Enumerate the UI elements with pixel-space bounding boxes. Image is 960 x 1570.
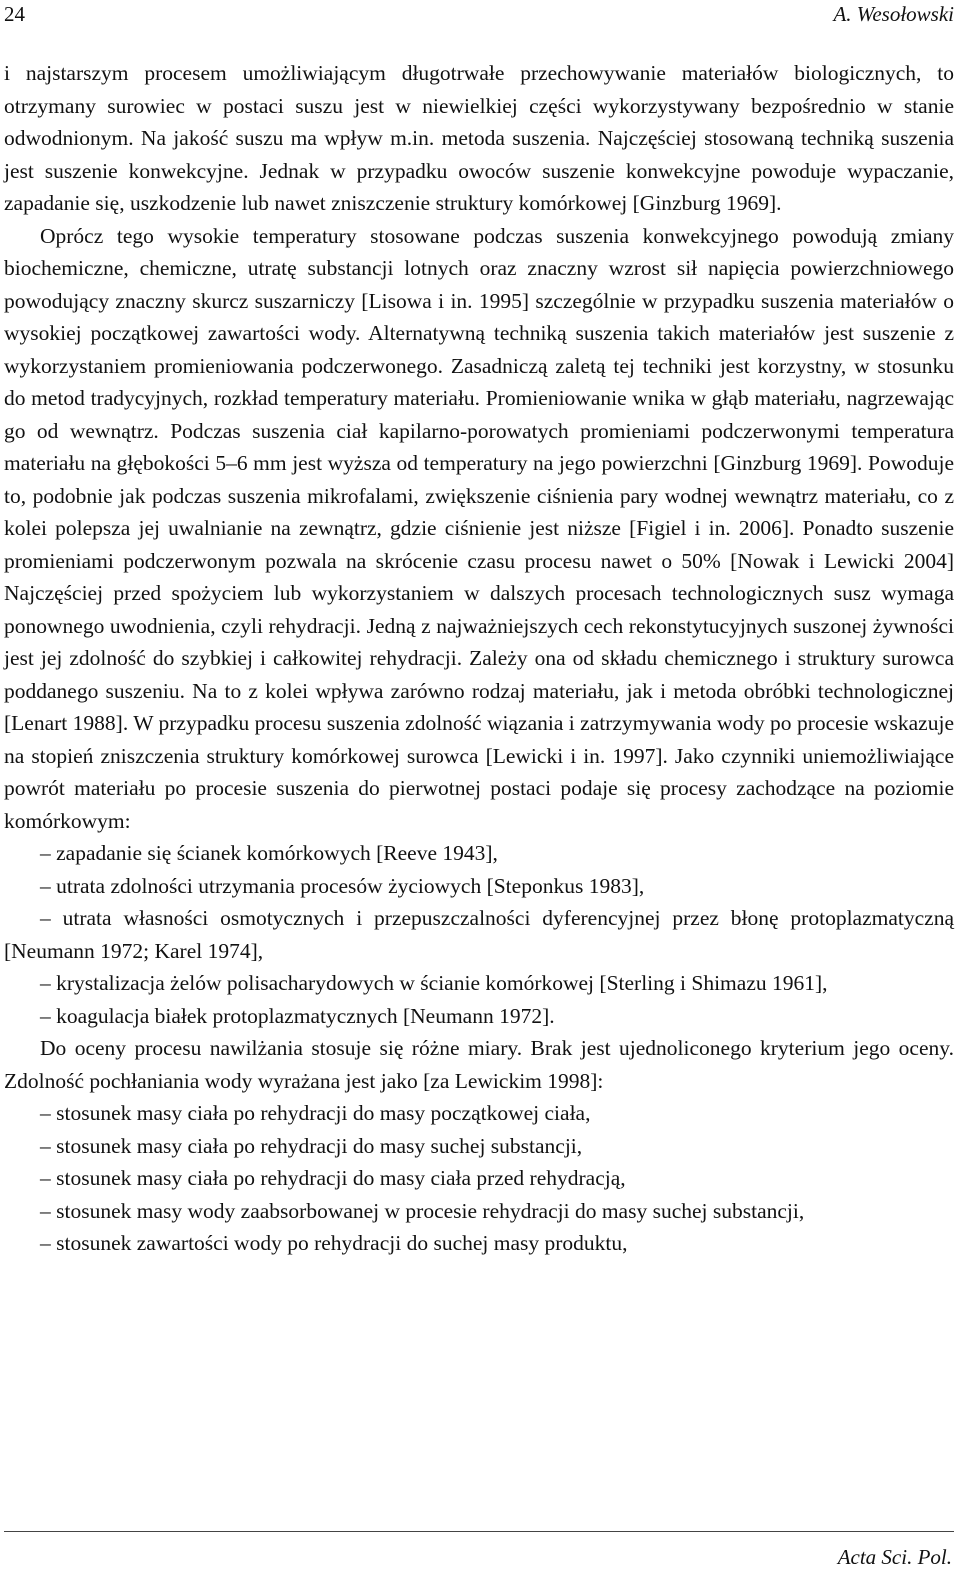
list-item: – stosunek masy ciała po rehydracji do masy ciała przed rehydracją, <box>40 1166 626 1190</box>
list-item: – koagulacja białek protoplazmatycznych [Neumann 1972]. <box>40 1003 555 1028</box>
page-number: 24 <box>4 2 25 26</box>
list-item: – utrata własności osmotycznych i przepuszczalności dyferencyjnej przez błonę protoplazmatyczną [Neumann 1972; Karel 1974], <box>4 906 954 963</box>
paragraph: i najstarszym procesem umożliwiającym długotrwałe przechowywanie materiałów biologicznych, to otrzymany surowiec w postaci suszu jest w niewielkiej części wykorzystywany bezpośrednio w stanie odwodnionym. Na jakość suszu ma wpływ m.in. metoda suszenia. Najczęściej stosowaną techniką suszenia jest suszenie konwekcyjne. Jednak w przypadku owoców suszenie konwekcyjne powoduje wypaczanie, zapadanie się, uszkodzenie lub nawet zniszczenie struktury komórkowej [Ginzburg 1969]. <box>4 61 954 215</box>
list-item: – krystalizacja żelów polisacharydowych w ścianie komórkowej [Sterling i Shimazu 1961], <box>40 971 828 995</box>
running-header <box>4 0 954 28</box>
list-item: – stosunek zawartości wody po rehydracji do suchej masy produktu, <box>40 1231 628 1255</box>
body-text <box>4 57 954 1260</box>
list-item: – utrata zdolności utrzymania procesów życiowych [Steponkus 1983], <box>40 873 645 898</box>
list-item: – stosunek masy ciała po rehydracji do masy suchej substancji, <box>40 1133 583 1158</box>
footer-divider <box>4 1531 954 1532</box>
paragraph: Oprócz tego wysokie temperatury stosowane podczas suszenia konwekcyjnego powodują zmiany biochemiczne, chemiczne, utratę substancji lotnych oraz znaczny wzrost sił napięcia powierzchniowego powodujący znaczny skurcz suszarniczy [Lisowa i in. 1995] szczególnie w przypadku suszenia materiałów o wysokiej początkowej zawartości wody. Alternatywną techniką suszenia takich materiałów jest suszenie z wykorzystaniem promieniowania podczerwonego. Zasadniczą zaletą tej techniki jest korzystny, w stosunku do metod tradycyjnych, rozkład temperatury materiału. Promieniowanie wnika w głąb materiału, nagrzewając go od wewnątrz. Podczas suszenia ciał kapilarno-porowatych promieniami podczerwonymi temperatura materiału na głębokości 5–6 mm jest wyższa od temperatury na jego powierzchni [Ginzburg 1969]. Powoduje to, podobnie jak podczas suszenia mikrofalami, zwiększenie ciśnienia pary wodnej wewnątrz materiału, co z kolei polepsza jej uwalnianie na zewnątrz, gdzie ciśnienie jest niższe [Figiel i in. 2006]. Ponadto suszenie promieniami podczerwonym pozwala na skrócenie czasu procesu nawet o 50% [Nowak i Lewicki 2004] Najczęściej przed spożyciem lub wykorzystaniem w dalszych procesach technologicznych susz wymaga ponownego uwodnienia, czyli rehydracji. Jedną z najważniejszych cech rekonstytucyjnych suszonej żywności jest jej zdolność do szybkiej i całkowitej rehydracji. Zależy ona od składu chemicznego i struktury surowca poddanego suszeniu. Na to z kolei wpływa zarówno rodzaj materiału, jak i metoda obróbki technologicznej [Lenart 1988]. W przypadku procesu suszenia zdolność wiązania i zatrzymywania wody po procesie wskazuje na stopień zniszczenia struktury komórkowej surowca [Lewicki i in. 1997]. Jako czynniki uniemożliwiające powrót materiału po procesie suszenia do pierwotnej postaci podaje się procesy zachodzące na poziomie komórkowym: <box>4 223 954 833</box>
list-item: – zapadanie się ścianek komórkowych [Reeve 1943], <box>40 841 498 865</box>
list-item: – stosunek masy ciała po rehydracji do masy początkowej ciała, <box>40 1101 591 1125</box>
list-item: – stosunek masy wody zaabsorbowanej w procesie rehydracji do masy suchej substancji, <box>40 1198 805 1223</box>
paragraph: Do oceny procesu nawilżania stosuje się różne miary. Brak jest ujednoliconego kryterium jego oceny. Zdolność pochłaniania wody wyrażana jest jako [za Lewickim 1998]: <box>4 1036 954 1093</box>
running-head-author: A. Wesołowski <box>833 2 954 26</box>
footer-journal-title: Acta Sci. Pol. <box>837 1545 952 1569</box>
